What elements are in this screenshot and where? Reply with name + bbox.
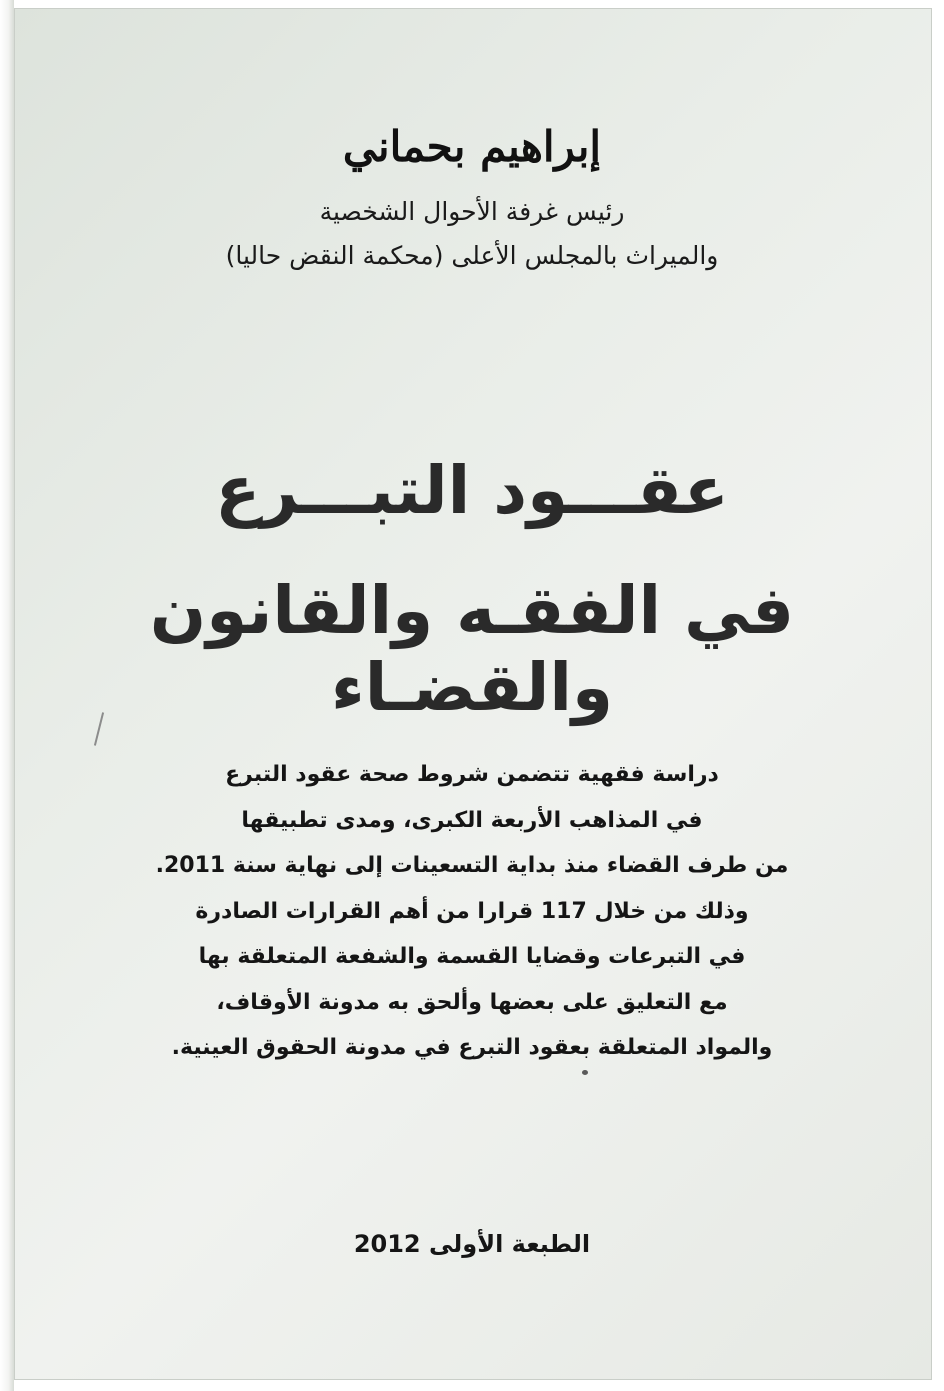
description-line: في التبرعات وقضايا القسمة والشفعة المتعلقة بها — [198, 944, 746, 969]
author-position — [0, 190, 944, 278]
book-title-line-1: عقـــود التبـــرع — [215, 452, 729, 529]
description-line: في المذاهب الأربعة الكبرى، ومدى تطبيقها — [241, 807, 703, 833]
position-line: رئيس غرفة الأحوال الشخصية — [319, 197, 625, 226]
position-line: والميراث بالمجلس الأعلى (محكمة النقض حاليا) — [225, 241, 719, 270]
description-line: مع التعليق على بعضها وألحق به مدونة الأوقاف، — [216, 989, 728, 1015]
description — [0, 752, 944, 1071]
description-line: دراسة فقهية تتضمن شروط صحة عقود التبرع — [225, 762, 719, 787]
description-line: من طرف القضاء منذ بداية التسعينات إلى نهاية سنة 2011. — [155, 853, 789, 878]
author-name: إبراهيم بحماني — [342, 122, 602, 171]
description-line: وذلك من خلال 117 قرارا من أهم القرارات الصادرة — [195, 898, 749, 924]
book-title-line-2: في الفقـه والقانون والقضـاء — [149, 572, 795, 726]
description-line: والمواد المتعلقة بعقود التبرع في مدونة الحقوق العينية. — [171, 1035, 773, 1060]
edition-year: الطبعة الأولى 2012 — [353, 1230, 591, 1258]
print-speck — [582, 1070, 588, 1075]
